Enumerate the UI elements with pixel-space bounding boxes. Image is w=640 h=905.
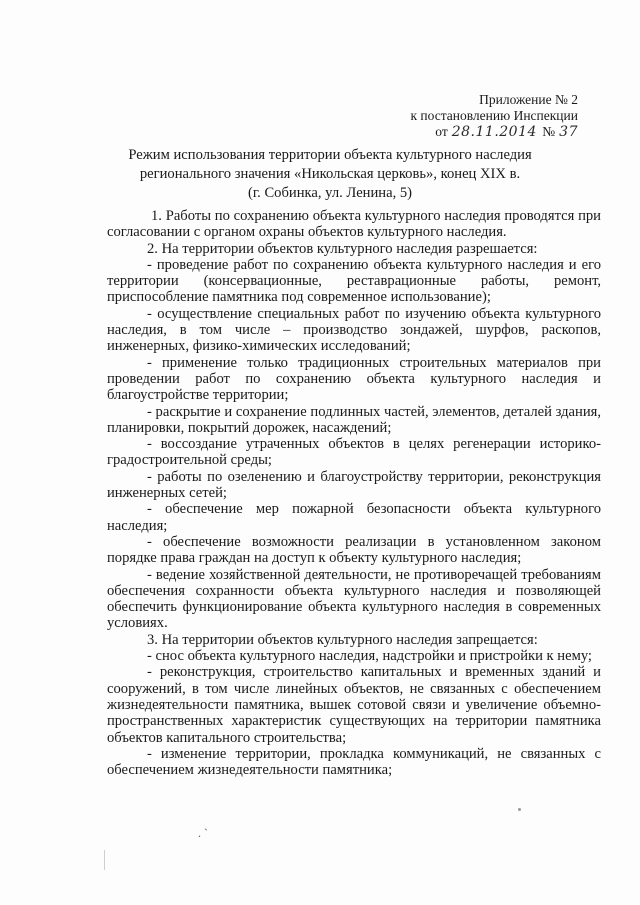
allowed-item: - применение только традиционных строительных материалов при проведении работ по сохранению объекта культурного наследия и благоустройстве территории; — [107, 354, 601, 404]
allowed-item: - обеспечение возможности реализации в установленном законом порядке права граждан на доступ к объекту культурного наследия; — [107, 533, 601, 567]
allowed-item: - работы по озеленению и благоустройству территории, реконструкция инженерных сетей; — [107, 468, 601, 502]
date-prefix: от — [435, 124, 448, 139]
document-title — [100, 146, 560, 203]
title-line-2: регионального значения «Никольская церковь», конец XIX в. — [139, 166, 521, 182]
prohibited-item: - реконструкция, строительство капитальных и временных зданий и сооружений, в том числе линейных объектов, не связанных с обеспечением жизнедеятельности памятника, вышек сотовой связи и увеличение объемно-пространственных характеристик существующих на территории памятника объектов капитального строительства; — [107, 664, 601, 746]
scan-margin-line — [104, 850, 105, 870]
appendix-date-line — [410, 124, 578, 140]
allowed-item: - обеспечение мер пожарной безопасности объекта культурного наследия; — [107, 501, 601, 534]
allowed-item: - ведение хозяйственной деятельности, не противоречащей требованиям обеспечения сохранности объекта культурного наследия и позволяющей обеспечить функционирование объекта культурного наследия в современных условиях. — [107, 566, 601, 632]
handwritten-date: 28.11.2014 — [451, 124, 537, 140]
prohibited-item: - снос объекта культурного наследия, надстройки и пристройки к нему; — [147, 648, 592, 665]
appendix-header — [410, 92, 578, 140]
allowed-item: - осуществление специальных работ по изучению объекта культурного наследия, в том числе – производство зондажей, шурфов, раскопов, инженерных, физико-химических исследований; — [107, 305, 601, 355]
number-label: № — [542, 124, 556, 139]
prohibited-item: - изменение территории, прокладка коммуникаций, не связанных с обеспечением жизнедеятельности памятника; — [107, 745, 601, 779]
paragraph-3-heading: 3. На территории объектов культурного наследия запрещается: — [147, 631, 538, 648]
appendix-reference: к постановлению Инспекции — [410, 108, 578, 123]
scan-mark: . ` — [198, 826, 208, 840]
paragraph-1: 1. Работы по сохранению объекта культурного наследия проводятся при согласовании с органом охраны объектов культурного наследия. — [107, 208, 601, 241]
scan-speck — [518, 808, 521, 811]
allowed-item: - воссоздание утраченных объектов в целях регенерации историко-градостроительной среды; — [107, 436, 601, 469]
paragraph-2-heading: 2. На территории объектов культурного наследия разрешается: — [147, 240, 538, 257]
title-line-3: (г. Собинка, ул. Ленина, 5) — [247, 185, 413, 201]
handwritten-number: 37 — [559, 124, 578, 140]
allowed-item: - проведение работ по сохранению объекта культурного наследия и его территории (консервационные, реставрационные работы, ремонт, приспособление памятника под современное использование); — [107, 256, 601, 306]
title-line-1: Режим использования территории объекта культурного наследия — [128, 147, 532, 163]
allowed-item: - раскрытие и сохранение подлинных частей, элементов, деталей здания, планировки, покрытий дорожек, насаждений; — [107, 403, 601, 436]
document-body — [107, 208, 601, 778]
appendix-title: Приложение № 2 — [479, 92, 578, 107]
